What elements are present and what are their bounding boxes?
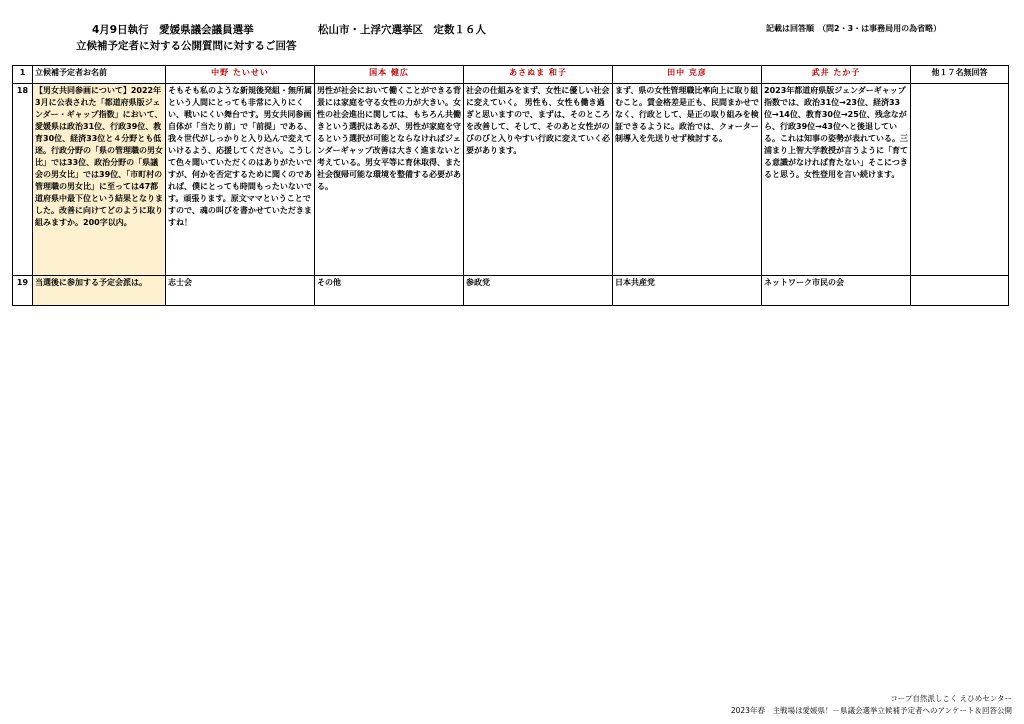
question-cell: 【男女共同参画について】2022年3月に公表された「都道府県版ジェンダー・ギャップ指数」において、愛媛県は政治31位、行政39位、教育30位、経済33位と４分野とも低迷。行政分野の「県の管理職の男女比」では33位、政治分野の「県議会の男女比」では39位、「市町村の管理職の男女比」に至っては47都道府県中最下位という結果となりました。改善に向けてどのように取り組みますか。200字以内。 — [33, 84, 166, 276]
table-row — [13, 276, 1009, 306]
header-number: 1 — [13, 66, 33, 84]
table-header-row — [13, 66, 1009, 84]
answer-cell: 志士会 — [166, 276, 315, 306]
answer-cell: まず、県の女性管理職比率向上に取り組むこと。賃金格差是正も、民間まかせでなく、行政として、是正の取り組みを検証できるように。政治では、クォーター制導入を先送りせず検討する。 — [613, 84, 762, 276]
row-number: 19 — [13, 276, 33, 306]
candidate-name-tanaka: 田中 克彦 — [613, 66, 762, 84]
candidate-name-asanuma: あさぬま 和子 — [464, 66, 613, 84]
answer-cell: ネットワーク市民の会 — [762, 276, 911, 306]
survey-table — [12, 65, 1009, 306]
answer-cell: 2023年都道府県版ジェンダーギャップ指数では、政治31位→23位、経済33位→14位、教育30位→25位、残念ながら、行政39位→43位へと後退している。これは知事の姿勢が表れている。三浦まり上智大学教授が言うように「育てる意識がなければ育たない」そこにつきると思う。女性登用を言い続けます。 — [762, 84, 911, 276]
answer-cell: 参政党 — [464, 276, 613, 306]
no-answer-cell — [911, 276, 1009, 306]
header-candidate-label: 立候補予定者お名前 — [33, 66, 166, 84]
election-title: 4月9日執行 愛媛県議会議員選挙 — [92, 24, 254, 36]
page-subtitle: 立候補予定者に対する公開質問に対するご回答 — [76, 40, 297, 52]
answer-cell: そもそも私のような新規後発組・無所属という人間にとっても非常に入りにくい、戦いにくい舞台です。男女共同参画自体が「当たり前」で「前提」である、我々世代がしっかりと入り込んで変えていけるよう、応援してください。こうして色々聞いていただくのはありがたいですが、何かを否定するために聞くのであれば、僕にとっても時間もったいないです。頑張ります。原文ママということですので、魂の叫びを書かせていただきますね！ — [166, 84, 315, 276]
no-answer-label: 他１７名無回答 — [911, 66, 1009, 84]
candidate-name-nakano: 中野 たいせい — [166, 66, 315, 84]
table-row — [13, 84, 1009, 276]
no-answer-cell — [911, 84, 1009, 276]
row-number: 18 — [13, 84, 33, 276]
footer-doc-title: 2023年春 主戦場は愛媛県！－県議会選挙立候補予定者へのアンケート＆回答公開 — [730, 706, 1012, 715]
answer-cell: 社会の仕組みをまず、女性に優しい社会に変えていく。 男性も、女性も働き過ぎと思いますので、まずは、そのところを改善して、そして、そのあと女性がのびのびと入りやすい行政に変えていく必要があります。 — [464, 84, 613, 276]
candidate-name-kunimoto: 国本 健広 — [315, 66, 464, 84]
answer-cell: その他 — [315, 276, 464, 306]
question-cell: 当選後に参加する予定会派は。 — [33, 276, 166, 306]
answer-cell: 男性が社会において働くことができる背景には家庭を守る女性の力が大きい。女性の社会進出に関しては、もちろん共働きという選択はあるが、男性が家庭を守るという選択が可能とならなければジェンダーギャップ改善は大きく進まないと考えている。男女平等に育休取得、また社会復帰可能な環境を整備する必要がある。 — [315, 84, 464, 276]
answer-cell: 日本共産党 — [613, 276, 762, 306]
footer-org: コープ自然派しこく えひめセンター — [890, 694, 1012, 703]
candidate-name-takei: 武井 たか子 — [762, 66, 911, 84]
order-note: 記載は回答順 （問2・3・は事務局用の為省略） — [766, 24, 942, 33]
district-label: 松山市・上浮穴選挙区 定数１６人 — [318, 24, 486, 36]
